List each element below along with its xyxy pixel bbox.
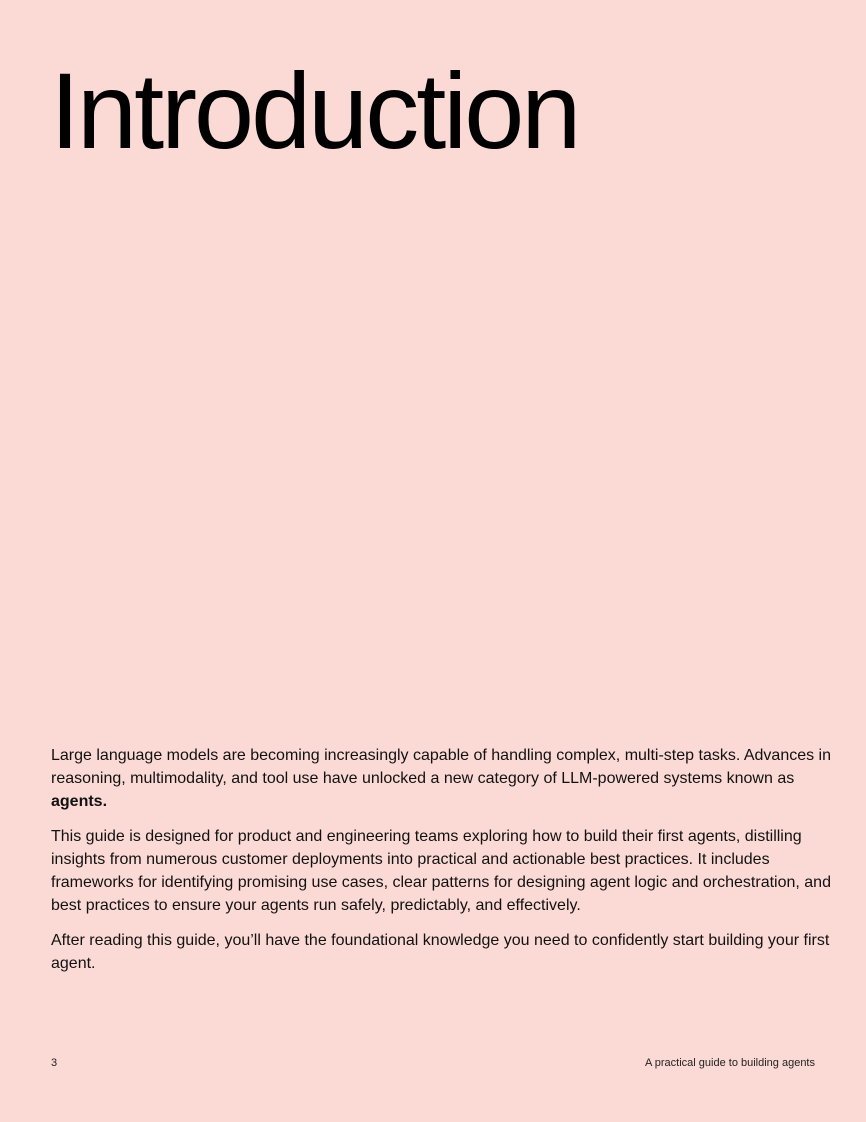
intro-paragraph-1-text: Large language models are becoming increasingly capable of handling complex, multi-step tasks. Advances in reasoning, multimodality, and tool use have unlocked a new category of LLM-powered systems known as <box>51 747 832 787</box>
page-footer <box>51 1057 815 1069</box>
intro-paragraph-2: This guide is designed for product and engineering teams exploring how to build their first agents, distilling insights from numerous customer deployments into practical and actionable best practices. It includes frameworks for identifying promising use cases, clear patterns for designing agent logic and orchestration, and best practices to ensure your agents run safely, predictably, and effectively. <box>51 828 831 914</box>
intro-paragraph-1 <box>51 744 831 813</box>
agents-term: agents. <box>51 793 108 810</box>
intro-paragraph-3: After reading this guide, you’ll have the foundational knowledge you need to confidently start building your first agent. <box>51 932 830 972</box>
page-number: 3 <box>51 1057 58 1069</box>
intro-body <box>51 744 831 987</box>
footer-document-title: A practical guide to building agents <box>644 1057 815 1069</box>
page-title: Introduction <box>50 50 579 171</box>
